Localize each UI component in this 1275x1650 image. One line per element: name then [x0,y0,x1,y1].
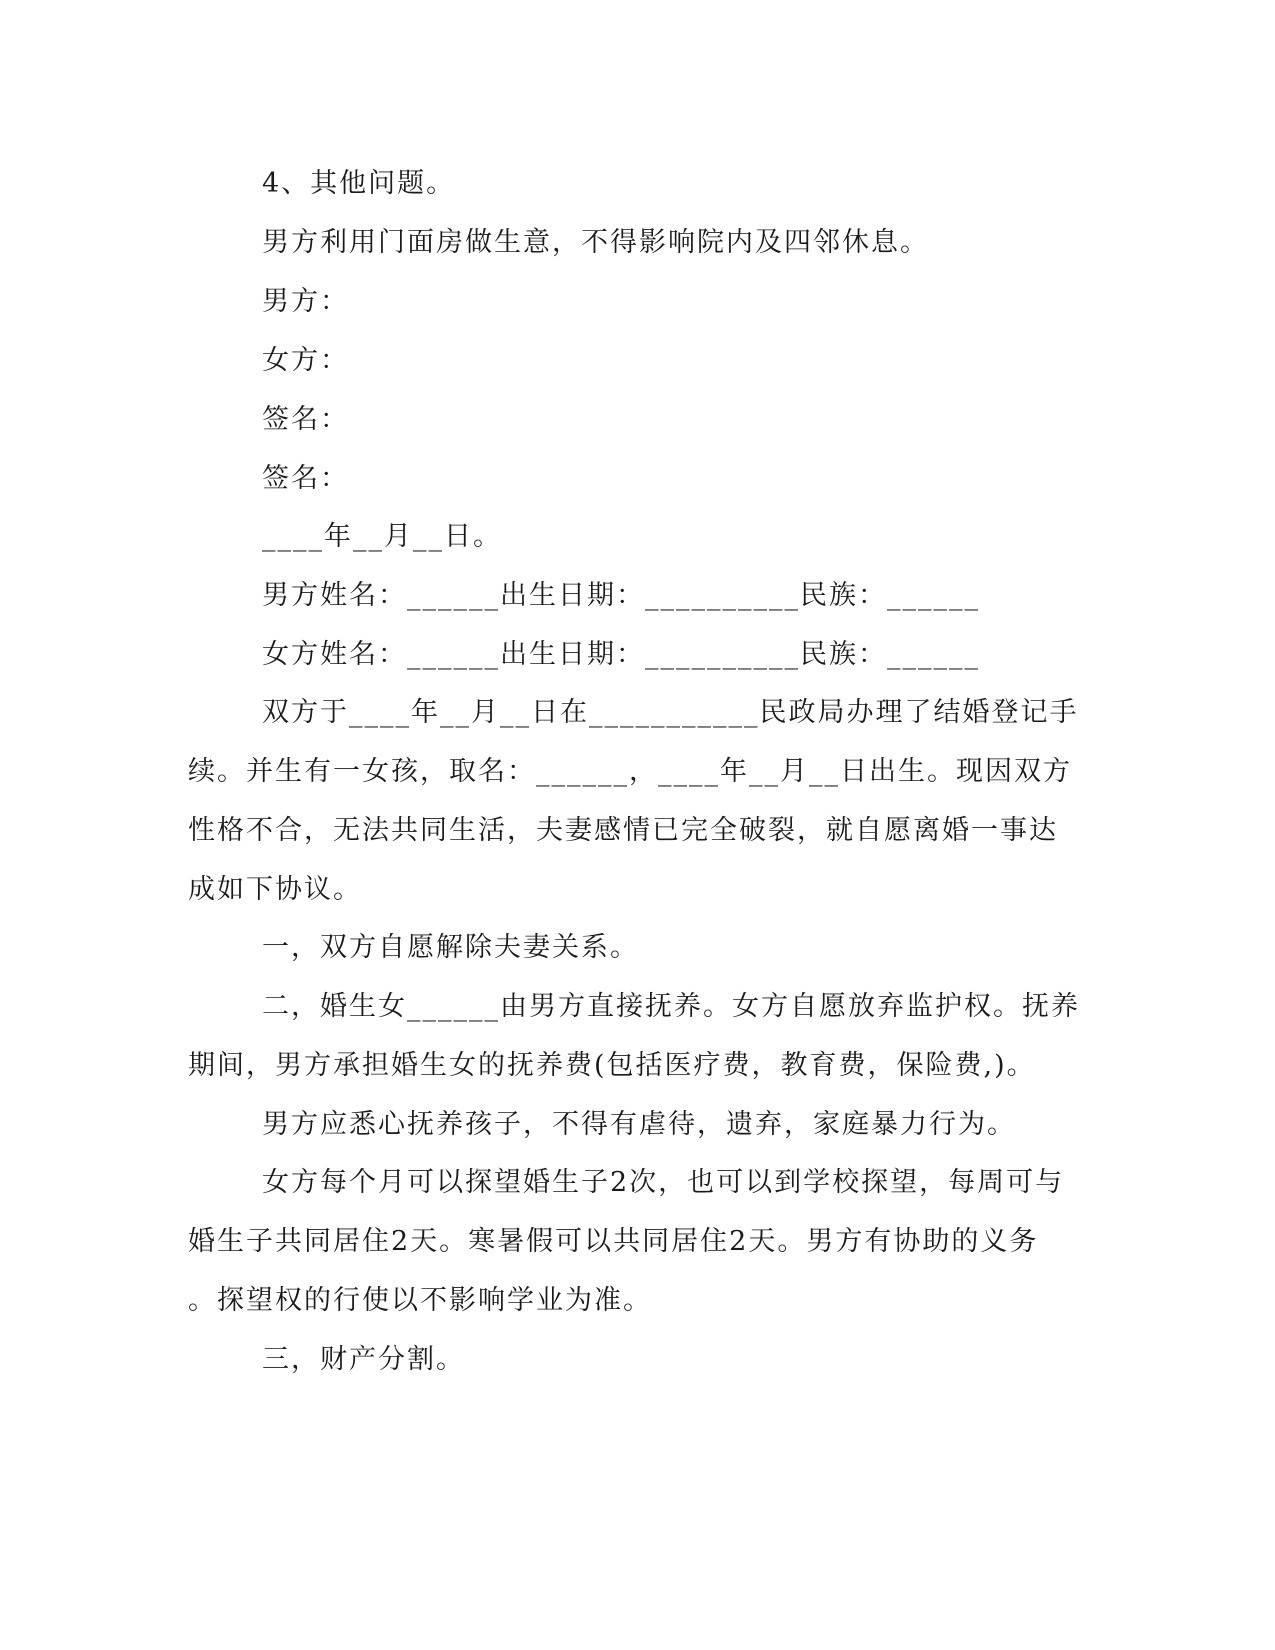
marriage-registration-line-2: 续。并生有一女孩，取名：______，____年__月__日出生。现因双方 [188,756,1072,787]
section-heading-other-issues: 4、其他问题。 [262,168,456,199]
woman-info-line: 女方姓名：______出生日期：__________民族：______ [262,639,980,670]
date-line: ____年__月__日。 [262,521,502,552]
paragraph-storefront-business: 男方利用门面房做生意，不得影响院内及四邻休息。 [262,227,929,258]
marriage-registration-line-1: 双方于____年__月__日在___________民政局办理了结婚登记手 [262,697,1079,728]
marriage-registration-line-3: 性格不合，无法共同生活，夫妻感情已完全破裂，就自愿离婚一事达 [188,815,1058,846]
man-info-line: 男方姓名：______出生日期：__________民族：______ [262,580,980,611]
clause-one: 一，双方自愿解除夫妻关系。 [262,932,639,963]
clause-three-heading: 三，财产分割。 [262,1344,465,1375]
clause-two-line-2: 期间，男方承担婚生女的抚养费(包括医疗费，教育费，保险费,)。 [188,1050,1036,1081]
clause-two-line-1: 二，婚生女______由男方直接抚养。女方自愿放弃监护权。抚养 [262,991,1080,1022]
paragraph-care-duty: 男方应悉心抚养孩子，不得有虐待，遗弃，家庭暴力行为。 [262,1109,1016,1140]
signature-label-sign-2: 签名： [262,463,349,494]
marriage-registration-line-4: 成如下协议。 [188,874,362,905]
signature-label-man: 男方： [262,286,349,317]
signature-label-woman: 女方： [262,345,349,376]
visitation-line-2: 婚生子共同居住2天。寒暑假可以共同居住2天。男方有协助的义务 [188,1226,1039,1257]
visitation-line-1: 女方每个月可以探望婚生子2次，也可以到学校探望，每周可与 [262,1167,1065,1198]
visitation-line-3: 。探望权的行使以不影响学业为准。 [188,1285,652,1316]
signature-label-sign-1: 签名： [262,404,349,435]
